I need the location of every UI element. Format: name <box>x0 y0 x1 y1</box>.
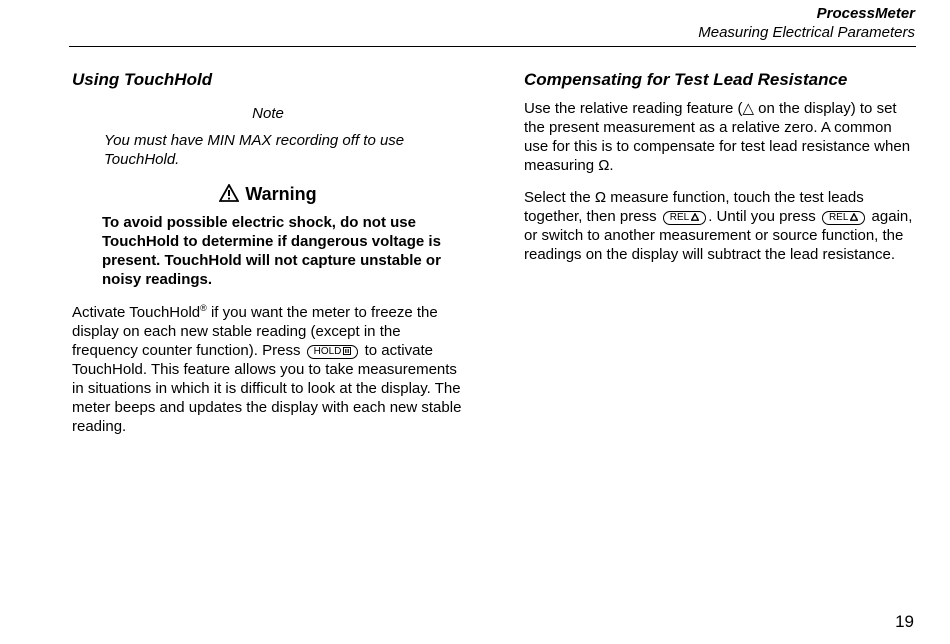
select-function-paragraph <box>524 188 919 264</box>
header-title: ProcessMeter <box>816 5 915 22</box>
touchhold-paragraph <box>72 303 467 436</box>
touchhold-paragraph-part2: if you want the meter to freeze the display on each new stable reading (except in the frequency counter function). Press <box>72 304 438 359</box>
header-subtitle: Measuring Electrical Parameters <box>698 24 915 41</box>
relative-reading-paragraph <box>524 99 919 175</box>
rel-key-label: REL <box>669 212 690 223</box>
relative-paragraph-part1: Use the relative reading feature ( <box>524 100 743 117</box>
touchhold-heading: Using TouchHold <box>72 70 213 89</box>
warning-title <box>72 183 464 205</box>
warning-body: To avoid possible electric shock, do not use TouchHold to determine if dangerous voltage is present. TouchHold will not capture unstable or noisy readings. <box>102 214 441 288</box>
header-rule <box>69 46 916 47</box>
delta-symbol: △ <box>742 100 754 117</box>
select-paragraph-part3: again, or switch to another measurement or source function, the readings on the display will subtract the lead resistance. <box>524 208 913 263</box>
compensating-heading: Compensating for Test Lead Resistance <box>524 70 848 89</box>
rel-key-2-label: REL <box>828 212 849 223</box>
warning-triangle-icon <box>219 184 239 202</box>
note-body: You must have MIN MAX recording off to use TouchHold. <box>104 132 405 168</box>
note-title: Note <box>252 105 284 122</box>
select-paragraph-part1: Select the Ω measure function, touch the test leads together, then press <box>524 189 864 225</box>
right-column <box>524 70 919 264</box>
delta-icon <box>850 213 858 221</box>
touchhold-paragraph-part1: Activate TouchHold <box>72 304 201 321</box>
warning-title-text: Warning <box>245 184 317 204</box>
page-number: 19 <box>895 612 914 631</box>
select-paragraph-part2: . Until you press <box>708 208 820 225</box>
touchhold-paragraph-part3: to activate TouchHold. This feature allows you to take measurements in situations in which it is difficult to look at the display. The meter beeps and updates the display with each new stable reading. <box>72 342 462 435</box>
left-column <box>72 70 467 436</box>
delta-icon <box>691 213 699 221</box>
hold-key <box>307 345 359 359</box>
hold-key-label: HOLD <box>313 346 342 357</box>
relative-paragraph-part2: on the display) to set the present measurement as a relative zero. A common use for this is to compensate for test lead resistance when measuring Ω. <box>524 100 911 174</box>
hold-key-icon <box>343 347 351 355</box>
rel-key <box>663 211 706 225</box>
rel-key-2 <box>822 211 865 225</box>
registered-mark: ® <box>200 303 207 313</box>
